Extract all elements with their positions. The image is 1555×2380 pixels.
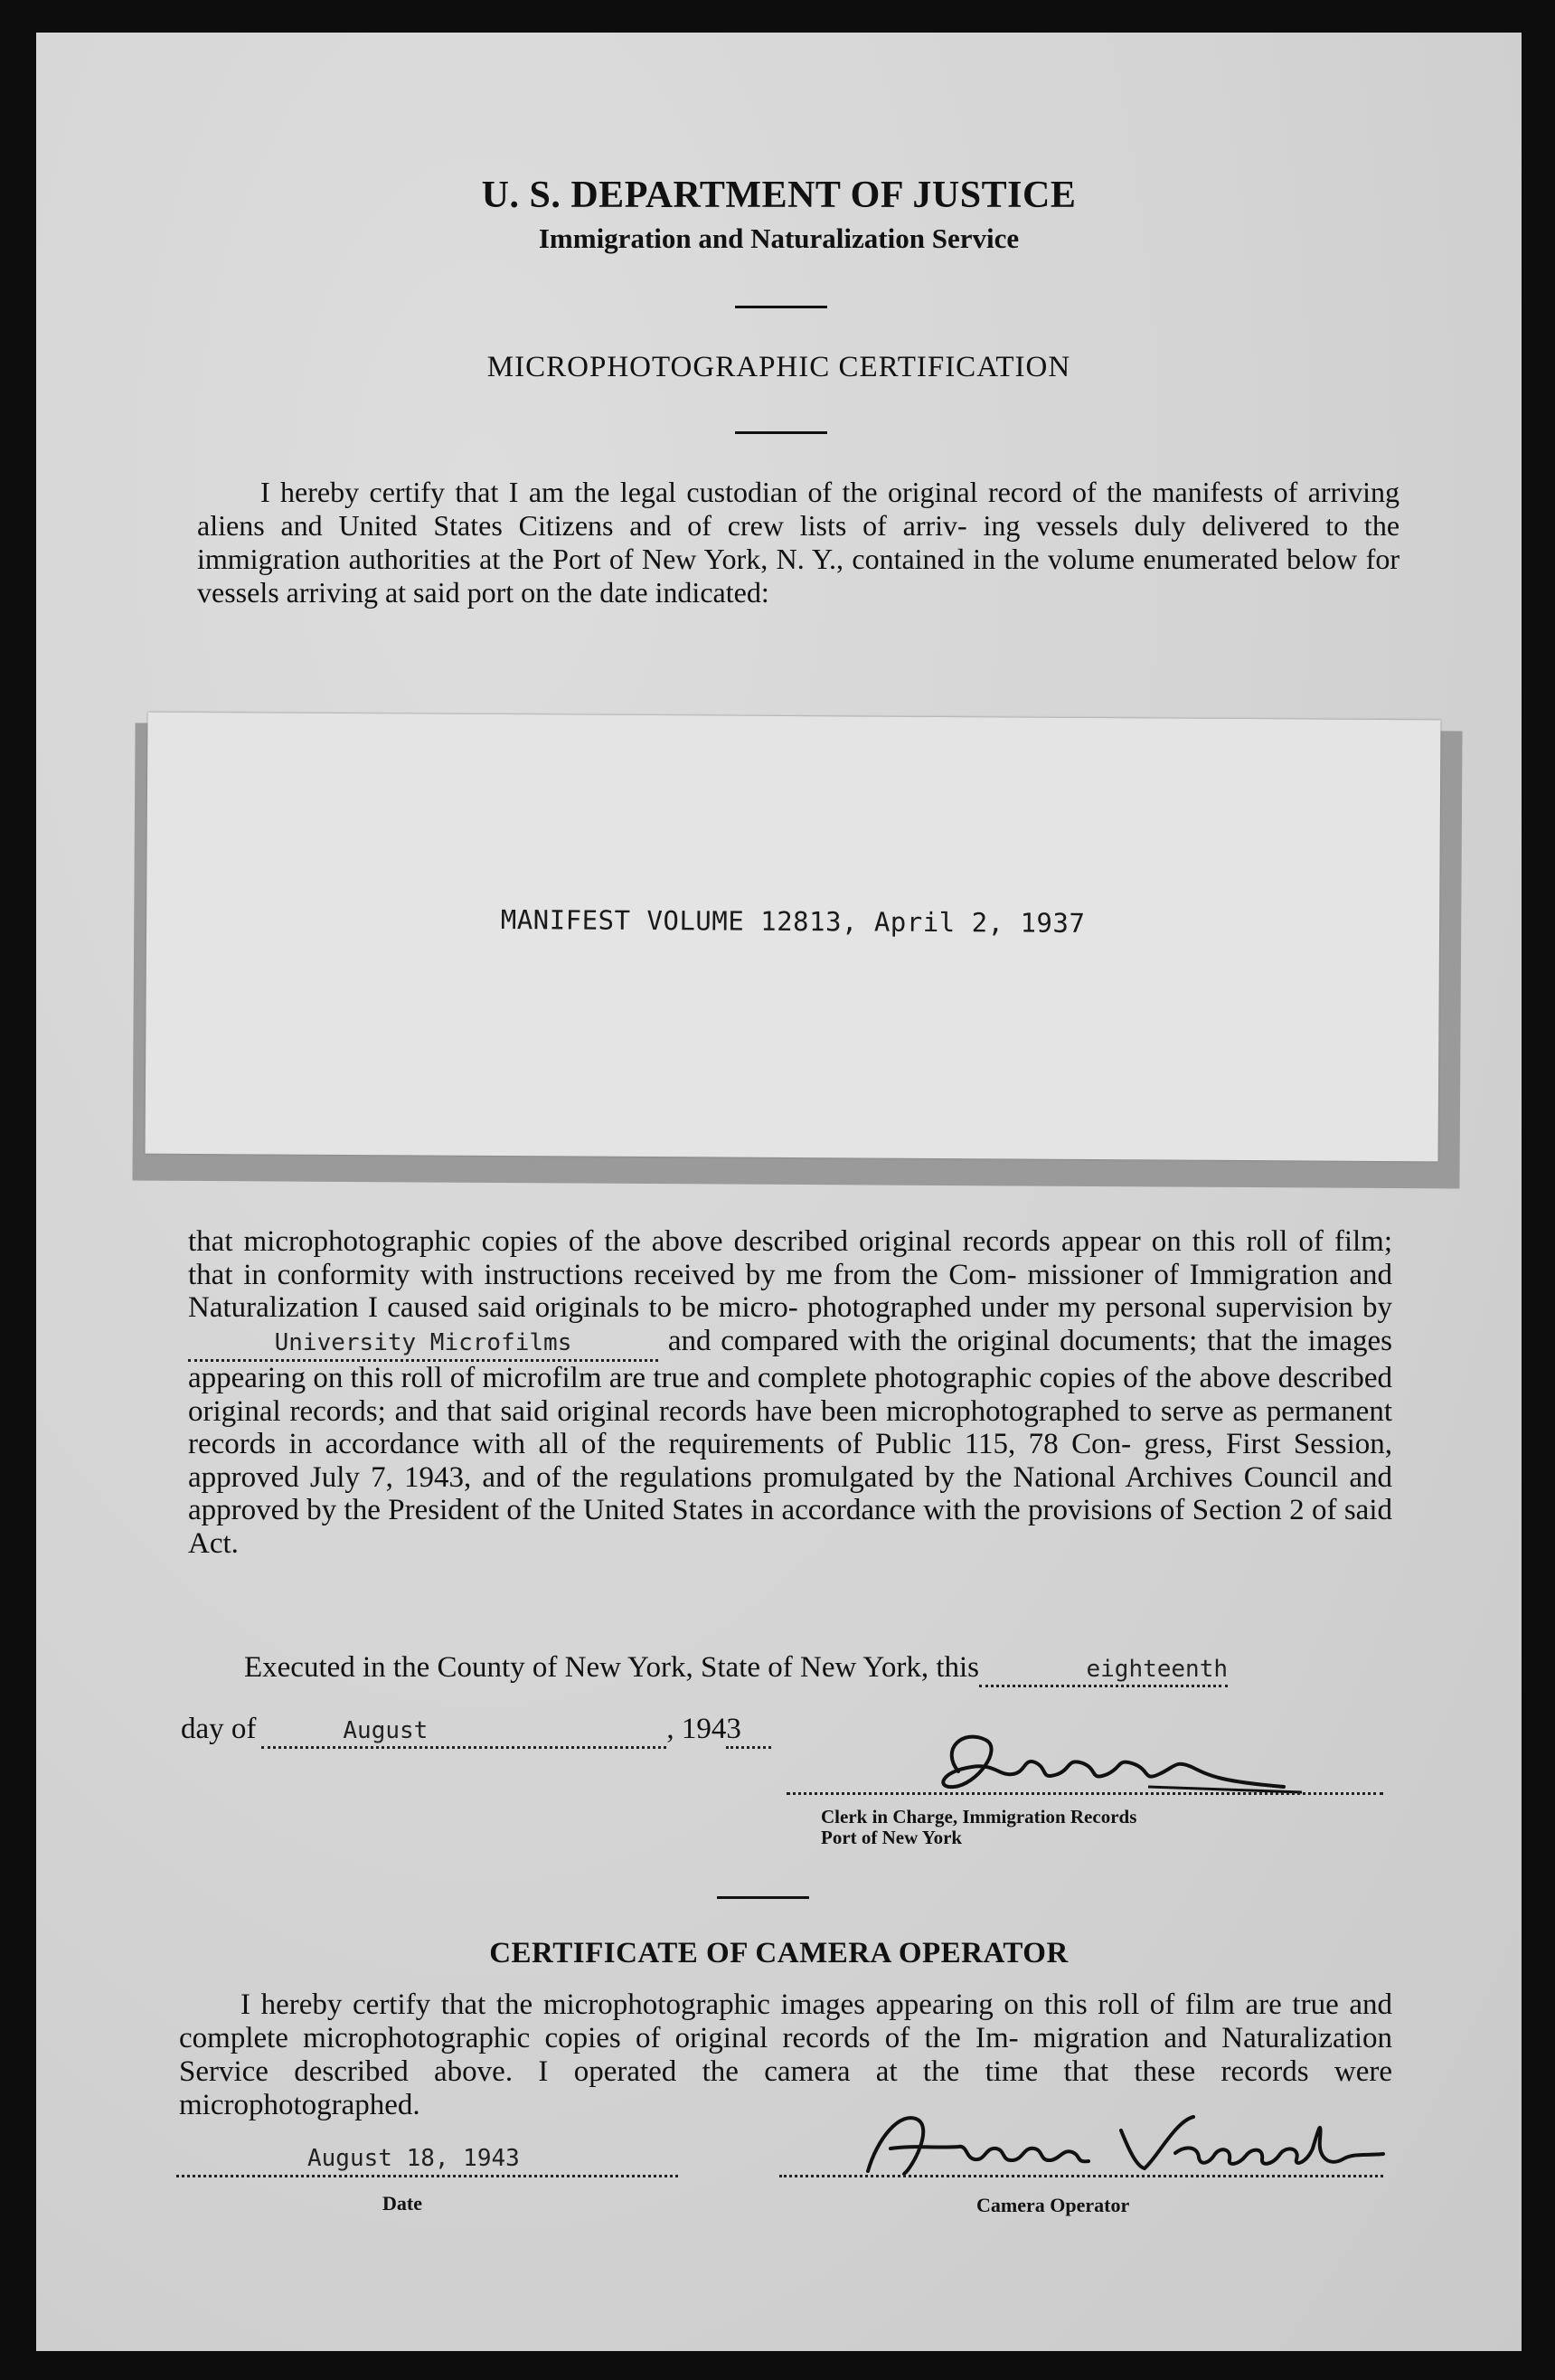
camera-certificate-title: CERTIFICATE OF CAMERA OPERATOR (489, 1937, 1069, 1969)
execution-prefix: Executed in the County of New York, State of New York, this (244, 1651, 980, 1684)
body-line: microfilm are true and complete photographic copies of the above described original (188, 1362, 1393, 1428)
date-label: Date (382, 2192, 422, 2215)
clerk-title (821, 1807, 1136, 1848)
photographed-by-value: University Microfilms (274, 1328, 572, 1356)
divider (717, 1896, 809, 1899)
body-line: permanent records in accordance with all of the requirements of Public 115, 78 Con- (188, 1394, 1393, 1460)
day-field (979, 1651, 1228, 1687)
camera-date-value: August 18, 1943 (307, 2145, 520, 2172)
certification-title: MICROPHOTOGRAPHIC CERTIFICATION (486, 351, 1071, 383)
body-line: National Archives Council and approved by the President of the United States in (188, 1460, 1393, 1526)
body-line: missioner of Immigration and Naturalization I caused said originals to be micro- (188, 1258, 1393, 1324)
certification-body (188, 1225, 1392, 1560)
clerk-signature-line (787, 1792, 1383, 1795)
year-digit: 3 (726, 1713, 741, 1745)
clerk-title-line: Port of New York (821, 1827, 963, 1848)
intro-line: I hereby certify that I am the legal custodian of the original record of the (260, 476, 1143, 508)
year-prefix: , 194 (666, 1713, 727, 1745)
service-title: Immigration and Naturalization Service (538, 222, 1020, 254)
camera-line: I hereby certify that the microphotographic images appearing on this roll of (240, 1988, 1175, 2021)
intro-line: the date indicated: (557, 576, 769, 609)
body-line: records; and that said original records have been microphotographed to serve as (289, 1394, 1258, 1428)
intro-line: ing vessels duly delivered to the immigration authorities at the Port of New York, (197, 509, 1400, 575)
intro-line: manifests of arriving aliens and United States Citizens and of crew lists of arriv- (197, 476, 1400, 542)
body-line: roll of film; that in conformity with instructions received by me from the Com- (188, 1225, 1392, 1291)
divider (735, 306, 827, 308)
manifest-slip (146, 713, 1441, 1162)
photographed-by-field (188, 1325, 658, 1363)
camera-operator-signature (850, 2103, 1392, 2185)
body-line: that microphotographic copies of the above described original records appear on this (188, 1225, 1236, 1258)
certification-intro (197, 476, 1400, 609)
clerk-title-line: Clerk in Charge, Immigration Records (821, 1806, 1137, 1828)
camera-line: migration and Naturalization Service described above. I operated the camera at the (179, 2022, 1392, 2088)
month-value: August (343, 1717, 429, 1744)
day-value: eighteenth (1086, 1656, 1229, 1683)
body-line: and compared with the original documents; that the images appearing on this roll of (188, 1324, 1393, 1394)
divider (735, 431, 827, 434)
body-line: gress, First Session, approved July 7, 1943, and of the regulations promulgated by the (188, 1428, 1393, 1494)
year-field (726, 1713, 771, 1749)
dayof-prefix: day of (181, 1713, 257, 1745)
date-line (176, 2175, 678, 2177)
certificate-page (36, 33, 1522, 2351)
camera-operator-label: Camera Operator (976, 2194, 1130, 2216)
camera-certificate-body (179, 1988, 1392, 2122)
department-title: U. S. DEPARTMENT OF JUSTICE (481, 175, 1077, 216)
camera-line: film are true and complete microphotographic copies of original records of the Im- (179, 1988, 1393, 2054)
execution-line (244, 1651, 1228, 1687)
body-line: accordance with the provisions of Section 2 of said Act. (188, 1494, 1392, 1560)
intro-line: N. Y., contained in the volume enumerated below for vessels arriving at said port on (197, 543, 1400, 609)
manifest-volume-text: MANIFEST VOLUME 12813, April 2, 1937 (500, 904, 1086, 939)
operator-signature-line (779, 2175, 1383, 2177)
day-of-line (181, 1713, 771, 1749)
body-line: photographed under my personal supervision by (807, 1291, 1393, 1324)
month-field (261, 1713, 666, 1749)
camera-line: time that these records were microphotographed. (179, 2055, 1393, 2121)
